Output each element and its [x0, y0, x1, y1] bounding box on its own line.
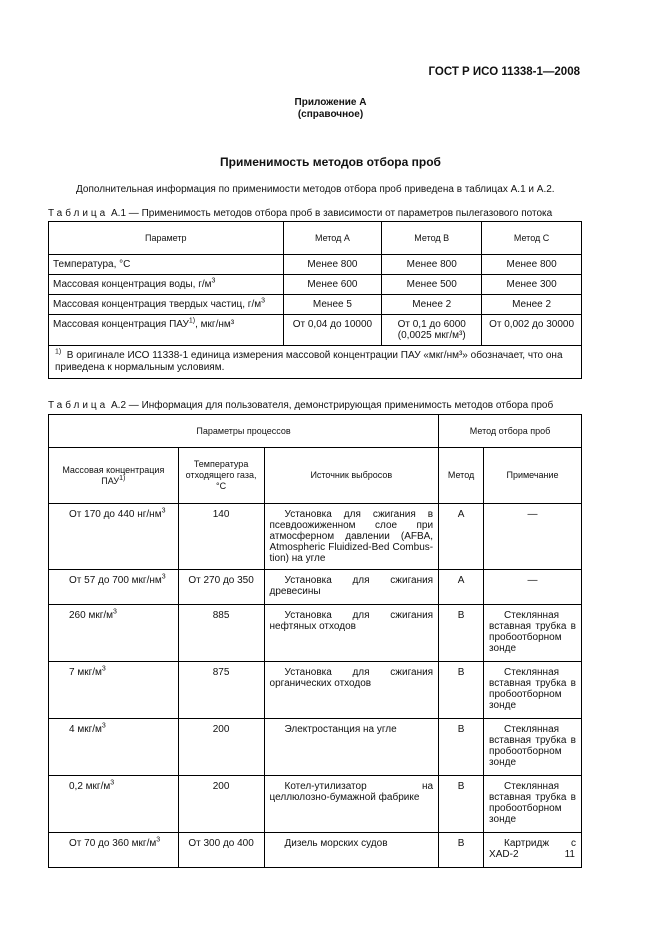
- section-title: Применимость методов отбора проб: [220, 155, 441, 169]
- page-number: 11: [564, 849, 575, 860]
- source-cell: Дизель морских судов: [264, 833, 439, 868]
- method-b-cell: Менее 800: [382, 255, 482, 275]
- method-cell: В: [439, 605, 484, 662]
- method-a-cell: Менее 5: [283, 295, 382, 315]
- method-c-cell: Менее 800: [482, 255, 582, 275]
- table2-group-header-row: [49, 415, 582, 448]
- method-b-cell: Менее 2: [382, 295, 482, 315]
- source-cell: Электростанция на угле: [264, 719, 439, 776]
- method-cell: В: [439, 662, 484, 719]
- conc-cell: 7 мкг/$м^3$: [49, 662, 179, 719]
- method-b-cell: От 0,1 до 6000 (0,0025 мкг/м³): [382, 315, 482, 346]
- method-cell: А: [439, 570, 484, 605]
- conc-cell: 4 мкг/$м^3$: [49, 719, 179, 776]
- note-cell: Стеклянная вставная трубка в пробоотборном зонде: [484, 719, 582, 776]
- source-cell: Установка для сжигания нефтяных отходов: [264, 605, 439, 662]
- table1-caption-label: Таблица: [48, 208, 109, 219]
- note-cell: —: [484, 504, 582, 570]
- table1-footnote-row: [49, 346, 582, 379]
- conc-cell: 260 мкг/$м^3$: [49, 605, 179, 662]
- note-cell: —: [484, 570, 582, 605]
- method-header: Метод: [439, 448, 484, 504]
- temp-cell: 140: [178, 504, 264, 570]
- temp-cell: 200: [178, 719, 264, 776]
- table-row: [49, 315, 582, 346]
- conc-header: Массовая концентрация ПАУ$^{1)}$: [49, 448, 179, 504]
- table1-header-cell: Метод А: [283, 222, 382, 255]
- table-row: [49, 776, 582, 833]
- table-row: [49, 295, 582, 315]
- table1-caption-text: А.1 — Применимость методов отбора проб в зависимости от параметров пылегазового потока: [111, 208, 553, 219]
- param-cell: Температура, °С: [49, 255, 284, 275]
- note-cell: Картридж с XAD-2: [484, 833, 582, 868]
- param-cell: Массовая концентрация ПАУ$^{1)}$, мкг/нм³: [49, 315, 284, 346]
- note-cell: Стеклянная вставная трубка в пробоотборном зонде: [484, 662, 582, 719]
- appendix-title: Приложение А: [294, 97, 367, 108]
- appendix-heading: [0, 97, 661, 121]
- table-row: [49, 605, 582, 662]
- table-row: [49, 275, 582, 295]
- conc-cell: От 70 до 360 мкг/$м^3$: [49, 833, 179, 868]
- temp-cell: От 270 до 350: [178, 570, 264, 605]
- param-cell: Массовая концентрация воды, $г/м^3$: [49, 275, 284, 295]
- conc-cell: 0,2 мкг/$м^3$: [49, 776, 179, 833]
- method-cell: В: [439, 776, 484, 833]
- table-row: [49, 719, 582, 776]
- source-cell: Котел-утилизатор на целлюлозно-бумажной фабрике: [264, 776, 439, 833]
- table1-header-cell: Метод С: [482, 222, 582, 255]
- table1-footnote: $^{1)}$ В оригинале ИСО 11338-1 единица измерения массовой концентрации ПАУ «мкг/нм³» обозначает, что она приведена к нормальным условиям.: [49, 346, 582, 379]
- method-cell: А: [439, 504, 484, 570]
- table2-header-row: [49, 448, 582, 504]
- method-a-cell: От 0,04 до 10000: [283, 315, 382, 346]
- param-cell: Массовая концентрация твердых частиц, $г/м^3$: [49, 295, 284, 315]
- table-row: [49, 255, 582, 275]
- temp-cell: От 300 до 400: [178, 833, 264, 868]
- method-a-cell: Менее 600: [283, 275, 382, 295]
- method-a-cell: Менее 800: [283, 255, 382, 275]
- note-header: Примечание: [484, 448, 582, 504]
- temp-cell: 885: [178, 605, 264, 662]
- method-cell: В: [439, 719, 484, 776]
- method-c-cell: Менее 300: [482, 275, 582, 295]
- process-params-header: Параметры процессов: [49, 415, 439, 448]
- table2-caption-text: А.2 — Информация для пользователя, демонстрирующая применимость методов отбора проб: [111, 400, 554, 411]
- table-row: [49, 570, 582, 605]
- note-cell: Стеклянная вставная трубка в пробоотборном зонде: [484, 776, 582, 833]
- conc-cell: От 170 до 440 $нг/нм^3$: [49, 504, 179, 570]
- table-row: [49, 504, 582, 570]
- source-header: Источник выбросов: [264, 448, 439, 504]
- table-a1: [48, 221, 582, 379]
- document-header: ГОСТ Р ИСО 11338-1—2008: [428, 66, 580, 78]
- method-c-cell: Менее 2: [482, 295, 582, 315]
- note-cell: Стеклянная вставная трубка в пробоотборном зонде: [484, 605, 582, 662]
- table-a2: [48, 414, 582, 868]
- table2-caption: [48, 400, 553, 411]
- method-b-cell: Менее 500: [382, 275, 482, 295]
- source-cell: Установка для сжигания органических отходов: [264, 662, 439, 719]
- table1-caption: [48, 208, 552, 219]
- method-c-cell: От 0,002 до 30000: [482, 315, 582, 346]
- sampling-method-header: Метод отбора проб: [439, 415, 582, 448]
- table-row: [49, 662, 582, 719]
- source-cell: Установка для сжигания в псевдоожиженном слое при атмосферном давлении (AFBA, Atmospheric Fluidized-Bed Combus-tion) на угле: [264, 504, 439, 570]
- table1-header-row: [49, 222, 582, 255]
- intro-paragraph: Дополнительная информация по применимости методов отбора проб приведена в таблицах А.1 и А.2.: [76, 184, 555, 195]
- table1-header-cell: Метод В: [382, 222, 482, 255]
- table-row: [49, 833, 582, 868]
- temp-header: Температура отходящего газа, °С: [178, 448, 264, 504]
- temp-cell: 875: [178, 662, 264, 719]
- temp-cell: 200: [178, 776, 264, 833]
- appendix-note: (справочное): [297, 109, 364, 120]
- conc-cell: От 57 до 700 мкг/$нм^3$: [49, 570, 179, 605]
- method-cell: В: [439, 833, 484, 868]
- table1-header-cell: Параметр: [49, 222, 284, 255]
- table2-caption-label: Таблица: [48, 400, 109, 411]
- source-cell: Установка для сжигания древесины: [264, 570, 439, 605]
